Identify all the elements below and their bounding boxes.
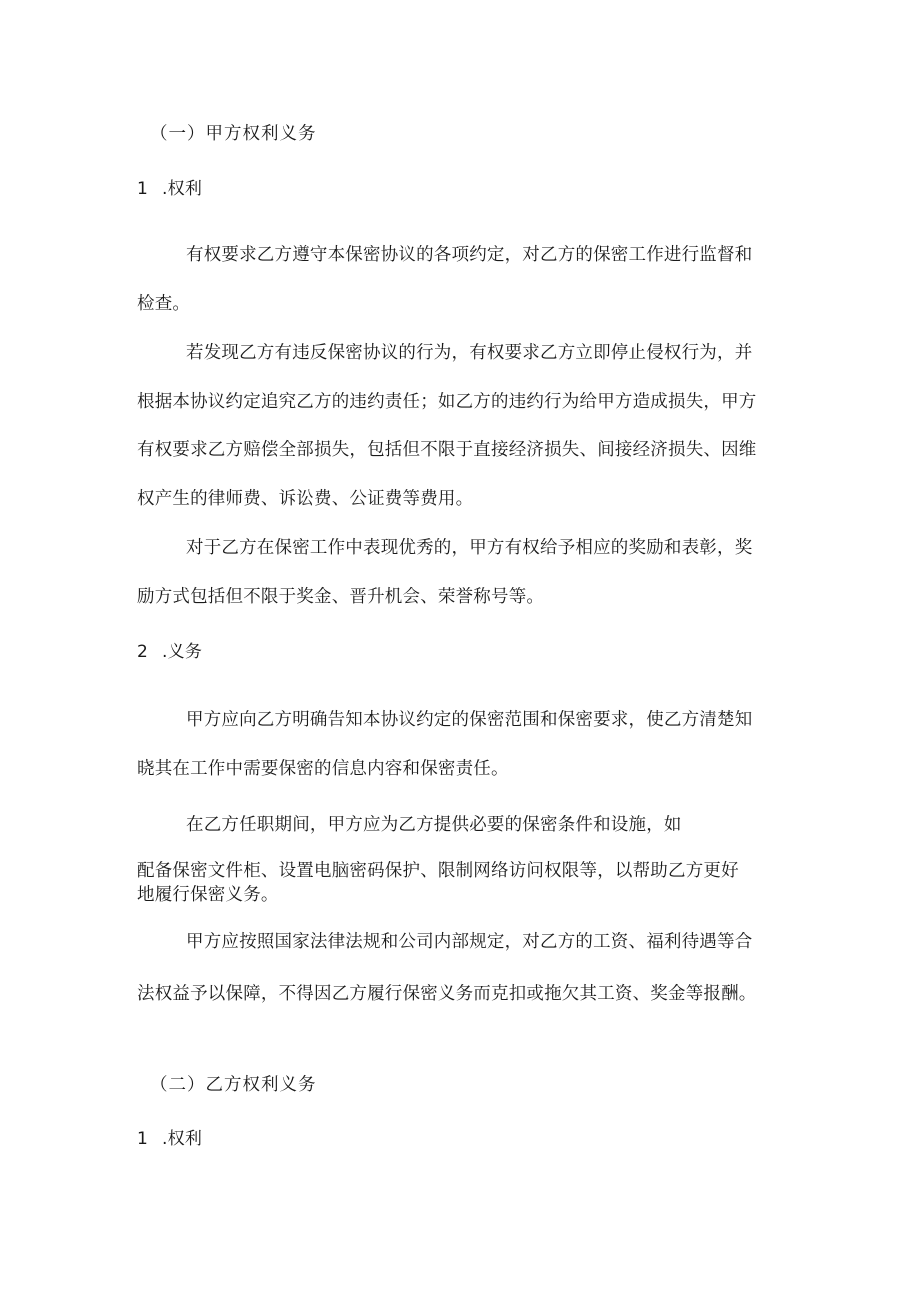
section-heading-party-b: （二）乙方权利义务 — [150, 1075, 317, 1095]
section-heading-party-a: （一）甲方权利义务 — [150, 124, 317, 144]
paragraph-line: 配备保密文件柜、设置电脑密码保护、限制网络访问权限等，以帮助乙方更好 — [137, 861, 739, 881]
paragraph-line: 法权益予以保障，不得因乙方履行保密义务而克扣或拖欠其工资、奖金等报酬。 — [137, 984, 757, 1004]
paragraph-line: 在乙方任职期间，甲方应为乙方提供必要的保密条件和设施，如 — [186, 815, 682, 835]
paragraph-line: 地履行保密义务。 — [137, 885, 279, 905]
paragraph-line: 励方式包括但不限于奖金、晋升机会、荣誉称号等。 — [137, 587, 545, 607]
paragraph-line: 晓其在工作中需要保密的信息内容和保密责任。 — [137, 759, 509, 779]
subheading-party-a-rights — [137, 181, 202, 199]
paragraph-line: 有权要求乙方赔偿全部损失，包括但不限于直接经济损失、间接经济损失、因维 — [137, 440, 757, 460]
item-number: 2 — [137, 642, 149, 662]
paragraph-line: 若发现乙方有违反保密协议的行为，有权要求乙方立即停止侵权行为，并 — [186, 343, 753, 363]
paragraph-line: 对于乙方在保密工作中表现优秀的，甲方有权给予相应的奖励和表彰，奖 — [186, 538, 753, 558]
paragraph-line: 甲方应按照国家法律法规和公司内部规定，对乙方的工资、福利待遇等合 — [186, 932, 753, 952]
item-number: 1 — [137, 179, 149, 199]
item-title: .权利 — [162, 1129, 203, 1149]
subheading-party-a-duties — [137, 644, 202, 662]
item-number: 1 — [137, 1129, 149, 1149]
paragraph-line: 检查。 — [137, 294, 191, 314]
item-title: .义务 — [162, 642, 203, 662]
paragraph-line: 有权要求乙方遵守本保密协议的各项约定，对乙方的保密工作进行监督和 — [186, 245, 753, 265]
paragraph-line: 权产生的律师费、诉讼费、公证费等费用。 — [137, 489, 474, 509]
paragraph-line: 甲方应向乙方明确告知本协议约定的保密范围和保密要求，使乙方清楚知 — [186, 710, 753, 730]
item-title: .权利 — [162, 179, 203, 199]
subheading-party-b-rights — [137, 1131, 202, 1149]
paragraph-line: 根据本协议约定追究乙方的违约责任；如乙方的违约行为给甲方造成损失，甲方 — [137, 392, 757, 412]
